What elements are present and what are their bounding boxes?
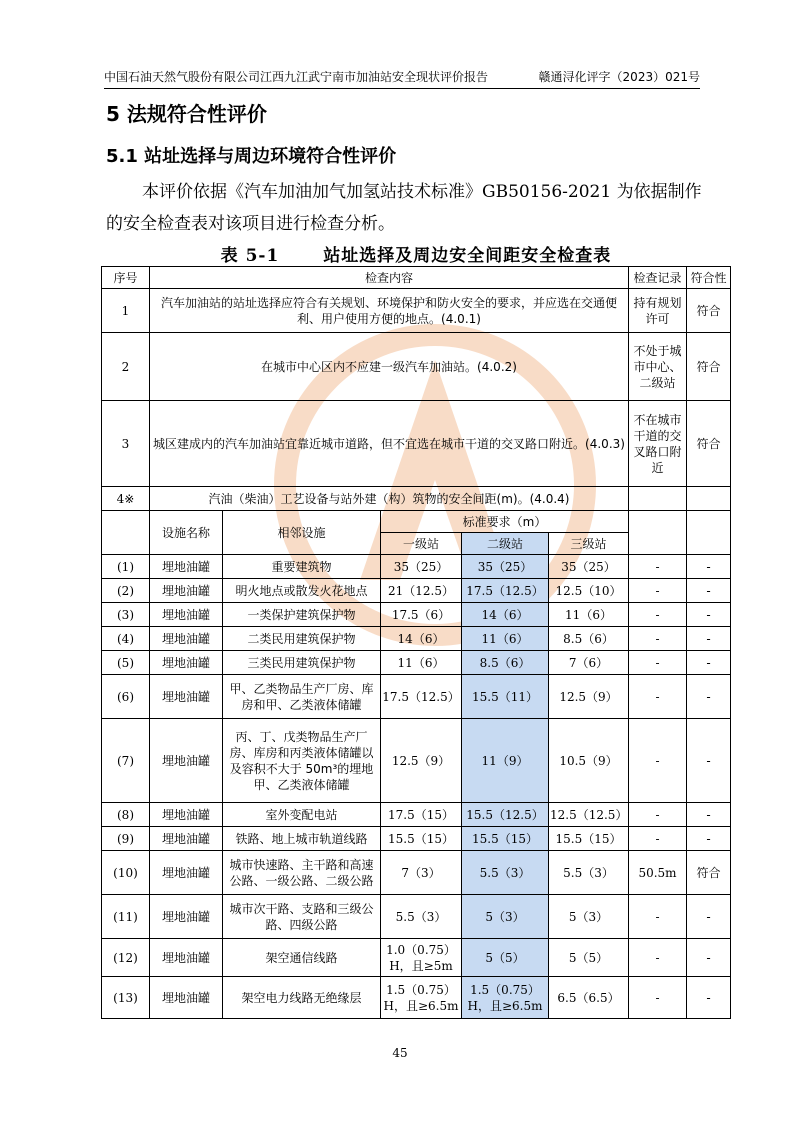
intro-paragraph: 本评价依据《汽车加油加气加氢站技术标准》GB50156-2021 为依据制作的安全检查表对该项目进行检查分析。 xyxy=(106,182,702,234)
row-result: - xyxy=(687,939,731,977)
row-result: 符合 xyxy=(687,851,731,895)
distance-row xyxy=(102,719,731,803)
subheader-g2: 二级站 xyxy=(462,533,549,555)
row-no: 2 xyxy=(102,333,150,401)
row-record: - xyxy=(629,555,687,579)
table-row xyxy=(102,401,731,487)
row-grade1: 17.5（12.5） xyxy=(381,675,462,719)
distance-row xyxy=(102,579,731,603)
table-row xyxy=(102,487,731,511)
row-no: 3 xyxy=(102,401,150,487)
row-result: - xyxy=(687,579,731,603)
row-result: - xyxy=(687,603,731,627)
distance-row xyxy=(102,555,731,579)
row-record: 持有规划许可 xyxy=(629,289,687,333)
table-caption-title: 站址选择及周边安全间距安全检查表 xyxy=(323,246,612,266)
distance-row xyxy=(102,651,731,675)
distance-row xyxy=(102,939,731,977)
row-grade1: 11（6） xyxy=(381,651,462,675)
table-row xyxy=(102,333,731,401)
row-record: - xyxy=(629,977,687,1019)
row-no: (8) xyxy=(102,803,150,827)
row-grade2: 15.5（15） xyxy=(462,827,549,851)
row-grade2: 8.5（6） xyxy=(462,651,549,675)
distance-row xyxy=(102,803,731,827)
row-record: - xyxy=(629,827,687,851)
header-result: 符合性 xyxy=(687,267,731,289)
subheader-facility: 设施名称 xyxy=(150,511,223,555)
row-grade3: 5.5（3） xyxy=(549,851,629,895)
row-grade2: 14（6） xyxy=(462,603,549,627)
row-no: (9) xyxy=(102,827,150,851)
distance-row xyxy=(102,603,731,627)
row-no: (2) xyxy=(102,579,150,603)
safety-check-table xyxy=(101,266,731,1019)
row-facility: 埋地油罐 xyxy=(150,603,223,627)
row-adjacent: 一类保护建筑保护物 xyxy=(223,603,381,627)
distance-row xyxy=(102,627,731,651)
row-facility: 埋地油罐 xyxy=(150,555,223,579)
row-adjacent: 甲、乙类物品生产厂房、库房和甲、乙类液体储罐 xyxy=(223,675,381,719)
row-adjacent: 架空电力线路无绝缘层 xyxy=(223,977,381,1019)
row-facility: 埋地油罐 xyxy=(150,977,223,1019)
subheader-record-empty xyxy=(629,511,687,555)
row-grade1: 21（12.5） xyxy=(381,579,462,603)
row-record: - xyxy=(629,603,687,627)
row-facility: 埋地油罐 xyxy=(150,803,223,827)
distance-row xyxy=(102,895,731,939)
subheader-row xyxy=(102,511,731,533)
header-left: 中国石油天然气股份有限公司江西九江武宁南市加油站安全现状评价报告 xyxy=(104,70,489,84)
subheader-result-empty xyxy=(687,511,731,555)
row-record: 不在城市干道的交叉路口附近 xyxy=(629,401,687,487)
header-record: 检查记录 xyxy=(629,267,687,289)
row-facility: 埋地油罐 xyxy=(150,719,223,803)
row-grade1: 12.5（9） xyxy=(381,719,462,803)
row-adjacent: 明火地点或散发火花地点 xyxy=(223,579,381,603)
subheader-empty xyxy=(102,511,150,555)
row-content: 在城市中心区内不应建一级汽车加油站。(4.0.2) xyxy=(150,333,629,401)
header-content: 检查内容 xyxy=(150,267,629,289)
subheader-std: 标准要求（m） xyxy=(381,511,629,533)
row-result: - xyxy=(687,827,731,851)
row-facility: 埋地油罐 xyxy=(150,675,223,719)
page-number: 45 xyxy=(392,1046,408,1060)
row-grade2: 15.5（12.5） xyxy=(462,803,549,827)
row-result: 符合 xyxy=(687,289,731,333)
distance-row xyxy=(102,977,731,1019)
distance-row xyxy=(102,851,731,895)
table-header-row xyxy=(102,267,731,289)
row-no: (10) xyxy=(102,851,150,895)
row-record: - xyxy=(629,895,687,939)
row-record: - xyxy=(629,627,687,651)
row-grade1: 14（6） xyxy=(381,627,462,651)
row-record: - xyxy=(629,719,687,803)
row-record: 50.5m xyxy=(629,851,687,895)
row-adjacent: 重要建筑物 xyxy=(223,555,381,579)
row-facility: 埋地油罐 xyxy=(150,827,223,851)
row-facility: 埋地油罐 xyxy=(150,851,223,895)
row-result: - xyxy=(687,719,731,803)
section-title: 5 法规符合性评价 xyxy=(106,102,267,126)
row-grade2: 1.5（0.75）H，且≥6.5m xyxy=(462,977,549,1019)
row-facility: 埋地油罐 xyxy=(150,651,223,675)
table-caption-label: 表 5-1 xyxy=(220,246,280,266)
row-grade1: 17.5（15） xyxy=(381,803,462,827)
row-grade2: 17.5（12.5） xyxy=(462,579,549,603)
row-grade3: 5（5） xyxy=(549,939,629,977)
row-grade3: 5（3） xyxy=(549,895,629,939)
row-record: - xyxy=(629,675,687,719)
row-no: (6) xyxy=(102,675,150,719)
table-caption xyxy=(106,241,726,266)
row-no: 1 xyxy=(102,289,150,333)
row-result: - xyxy=(687,651,731,675)
row-no: (5) xyxy=(102,651,150,675)
row-result: 符合 xyxy=(687,401,731,487)
row-result: - xyxy=(687,977,731,1019)
row-no: (7) xyxy=(102,719,150,803)
row-adjacent: 丙、丁、戊类物品生产厂房、库房和丙类液体储罐以及容积不大于 50m³的埋地甲、乙类液体储罐 xyxy=(223,719,381,803)
row-adjacent: 架空通信线路 xyxy=(223,939,381,977)
row-grade2: 5.5（3） xyxy=(462,851,549,895)
row-grade1: 1.0（0.75）H，且≥5m xyxy=(381,939,462,977)
row-record-empty xyxy=(629,487,687,511)
row-grade3: 11（6） xyxy=(549,603,629,627)
row-adjacent: 城市次干路、支路和三级公路、四级公路 xyxy=(223,895,381,939)
row-adjacent: 三类民用建筑保护物 xyxy=(223,651,381,675)
distance-row xyxy=(102,675,731,719)
row-content: 汽车加油站的站址选择应符合有关规划、环境保护和防火安全的要求，并应选在交通便利、用户使用方便的地点。(4.0.1) xyxy=(150,289,629,333)
row-grade2: 5（5） xyxy=(462,939,549,977)
row-grade3: 15.5（15） xyxy=(549,827,629,851)
subheader-adjacent: 相邻设施 xyxy=(223,511,381,555)
header-right: 赣通浔化评字（2023）021号 xyxy=(538,70,700,84)
row-record: - xyxy=(629,651,687,675)
row-result-empty xyxy=(687,487,731,511)
header-no: 序号 xyxy=(102,267,150,289)
distance-row xyxy=(102,827,731,851)
row-record: - xyxy=(629,803,687,827)
row-grade3: 8.5（6） xyxy=(549,627,629,651)
row-content: 城区建成内的汽车加油站宜靠近城市道路，但不宜选在城市干道的交叉路口附近。(4.0.3) xyxy=(150,401,629,487)
table-row xyxy=(102,289,731,333)
row-no: (4) xyxy=(102,627,150,651)
row-grade1: 15.5（15） xyxy=(381,827,462,851)
row-result: - xyxy=(687,555,731,579)
row-result: - xyxy=(687,627,731,651)
row-adjacent: 二类民用建筑保护物 xyxy=(223,627,381,651)
row-result: 符合 xyxy=(687,333,731,401)
row-grade1: 5.5（3） xyxy=(381,895,462,939)
row-no: 4※ xyxy=(102,487,150,511)
row-record: - xyxy=(629,579,687,603)
row-adjacent: 城市快速路、主干路和高速公路、一级公路、二级公路 xyxy=(223,851,381,895)
row-no: (13) xyxy=(102,977,150,1019)
row-grade2: 11（6） xyxy=(462,627,549,651)
row-grade3: 12.5（10） xyxy=(549,579,629,603)
row-grade1: 1.5（0.75）H，且≥6.5m xyxy=(381,977,462,1019)
row-facility: 埋地油罐 xyxy=(150,939,223,977)
row-no: (1) xyxy=(102,555,150,579)
row-grade1: 35（25） xyxy=(381,555,462,579)
subsection-title: 5.1 站址选择与周边环境符合性评价 xyxy=(106,146,397,167)
row-no: (3) xyxy=(102,603,150,627)
row-result: - xyxy=(687,675,731,719)
row-grade2: 35（25） xyxy=(462,555,549,579)
row-result: - xyxy=(687,895,731,939)
row-grade3: 10.5（9） xyxy=(549,719,629,803)
row-grade3: 12.5（9） xyxy=(549,675,629,719)
row-grade2: 15.5（11） xyxy=(462,675,549,719)
row-grade1: 7（3） xyxy=(381,851,462,895)
row-grade1: 17.5（6） xyxy=(381,603,462,627)
subheader-g1: 一级站 xyxy=(381,533,462,555)
subheader-g3: 三级站 xyxy=(549,533,629,555)
row-grade3: 6.5（6.5） xyxy=(549,977,629,1019)
row-record: - xyxy=(629,939,687,977)
row-grade3: 12.5（12.5） xyxy=(549,803,629,827)
row-adjacent: 室外变配电站 xyxy=(223,803,381,827)
row-content: 汽油（柴油）工艺设备与站外建（构）筑物的安全间距(m)。(4.0.4) xyxy=(150,487,629,511)
row-facility: 埋地油罐 xyxy=(150,895,223,939)
row-grade3: 35（25） xyxy=(549,555,629,579)
row-result: - xyxy=(687,803,731,827)
row-no: (12) xyxy=(102,939,150,977)
row-grade3: 7（6） xyxy=(549,651,629,675)
row-facility: 埋地油罐 xyxy=(150,627,223,651)
row-adjacent: 铁路、地上城市轨道线路 xyxy=(223,827,381,851)
row-no: (11) xyxy=(102,895,150,939)
page-header xyxy=(104,68,700,89)
row-grade2: 11（9） xyxy=(462,719,549,803)
row-record: 不处于城市中心、二级站 xyxy=(629,333,687,401)
row-facility: 埋地油罐 xyxy=(150,579,223,603)
row-grade2: 5（3） xyxy=(462,895,549,939)
